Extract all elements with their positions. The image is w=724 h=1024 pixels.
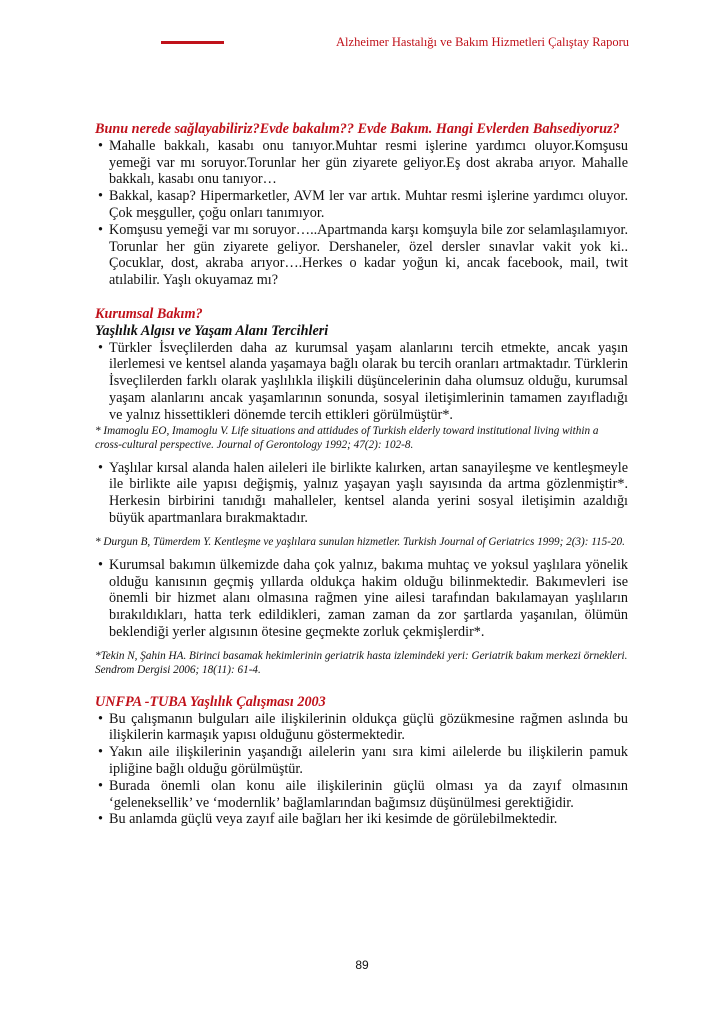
institutional-list-3 bbox=[95, 557, 628, 641]
home-care-list bbox=[95, 138, 628, 289]
page-number: 89 bbox=[355, 958, 369, 972]
list-item: • Yakın aile ilişkilerinin yaşandığı ailelerin yanı sıra kimi ailelerde bu ilişkilerin pamuk ipliğine bağlı olduğu görülmüştür. bbox=[95, 744, 628, 778]
section-heading-home-care: Bunu nerede sağlayabiliriz?Evde bakalım?? Evde Bakım. Hangi Evlerden Bahsediyoruz? bbox=[95, 121, 620, 137]
list-item: • Türkler İsveçlilerden daha az kurumsal yaşam alanlarını tercih etmekte, ancak yaşın ilerlemesi ve kentsel alanda yaşamaya bağlı olarak bu tercih oranları artmaktadır. Türklerin İsveçlilerden farklı olarak yaşlılıkla ilişkili düşüncelerinin daha olumsuz olduğu, kurumsal yaşam alanlarını ancak yaşamlarının sonunda, sosyal iletişimlerinin tamamen zayıfladığı ve yalnız hissettikleri dönemde tercih ettikleri görülmüştür*. bbox=[95, 340, 628, 424]
header-rule bbox=[161, 41, 224, 44]
list-item: • Komşusu yemeği var mı soruyor…..Apartmanda karşı komşuyla bile zor selamlaşılamıyor. Torunlar her gün ziyarete geliyor. Dershaneler, özel dersler sınavlar vakit yok ki.. Çocuklar, dost, akraba arıyor….Herkes o kadar yoğun ki, ancak facebook, mail, twit atılabilir. Yaşlı okuyamaz mı? bbox=[95, 222, 628, 289]
reference-note: *Tekin N, Şahin HA. Birinci basamak hekimlerinin geriatrik hasta izlemindeki yeri: Geriatrik bakım merkezi örnekleri. Sendrom Dergisi 2006; 18(11): 61-4. bbox=[95, 649, 628, 676]
reference-note: * Durgun B, Tümerdem Y. Kentleşme ve yaşlılara sunulan hizmetler. Turkish Journal of Geriatrics 1999; 2(3): 115-20. bbox=[95, 535, 625, 548]
section-heading-unfpa: UNFPA -TUBA Yaşlılık Çalışması 2003 bbox=[95, 693, 326, 710]
list-item: • Yaşlılar kırsal alanda halen aileleri ile birlikte kalırken, artan sanayileşme ve kentleşmeyle ile birlikte aile yapısı değişmiş, yalnız yaşayan yaşlı sayısında da artma gözlenmiştir*. Herkesin birbirini tanıdığı mahalleler, kentsel alanda yerini sosyal iletişimin azaldığı büyük apartmanlara bırakmaktadır. bbox=[95, 460, 628, 527]
list-item: • Bu anlamda güçlü veya zayıf aile bağları her iki kesimde de görülebilmektedir. bbox=[95, 811, 628, 828]
list-item: • Burada önemli olan konu aile ilişkilerinin güçlü olması ya da zayıf olmasının ‘geleneksellik’ ve ‘modernlik’ bağlamlarından bağımsız düşünülmesi gerektiğidir. bbox=[95, 778, 628, 812]
list-item: • Bakkal, kasap? Hipermarketler, AVM ler var artık. Muhtar resmi işlerine yardımcı oluyor. Çok meşguller, çoğu onları tanımıyor. bbox=[95, 188, 628, 222]
unfpa-list bbox=[95, 711, 628, 829]
page-content bbox=[95, 121, 628, 828]
list-item: • Bu çalışmanın bulguları aile ilişkilerinin oldukça güçlü gözükmesine rağmen aslında bu ilişkilerin karmaşık yapısı olduğunu göstermektedir. bbox=[95, 711, 628, 745]
list-item: • Mahalle bakkalı, kasabı onu tanıyor.Muhtar resmi işlerine yardımcı oluyor.Komşusu yemeği var mı soruyor.Torunlar her gün ziyarete geliyor.Eş dost akraba arıyor. Mahalle bakkalı, kasabı onu tanıyor… bbox=[95, 138, 628, 188]
list-item: • Kurumsal bakımın ülkemizde daha çok yalnız, bakıma muhtaç ve yoksul yaşlılara yönelik olduğu kanısının geçmiş yıllarda oldukça hakim olduğu bilinmektedir. Bakımevleri ise önemli bir hizmet alanı olmasına rağmen yine ailesi tarafından bakılamayan yaşlıların bırakıldıkları, hatta terk edildikleri, zaman zaman da zor şartlarda yaşanılan, ölümün beklendiği yerler algısının ötesine geçmekte zorluk çekmişlerdir*. bbox=[95, 557, 628, 641]
header-title: Alzheimer Hastalığı ve Bakım Hizmetleri Çalıştay Raporu bbox=[336, 35, 629, 49]
institutional-list-1 bbox=[95, 340, 628, 424]
section-subheading: Yaşlılık Algısı ve Yaşam Alanı Tercihleri bbox=[95, 322, 329, 339]
section-heading-institutional-care: Kurumsal Bakım? bbox=[95, 305, 203, 322]
reference-note: * Imamoglu EO, Imamoglu V. Life situations and attidudes of Turkish elderly toward institutional living within a cross-cultural perspective. Journal of Gerontology 1992; 47(2): 102-8. bbox=[95, 424, 599, 451]
institutional-list-2 bbox=[95, 460, 628, 527]
